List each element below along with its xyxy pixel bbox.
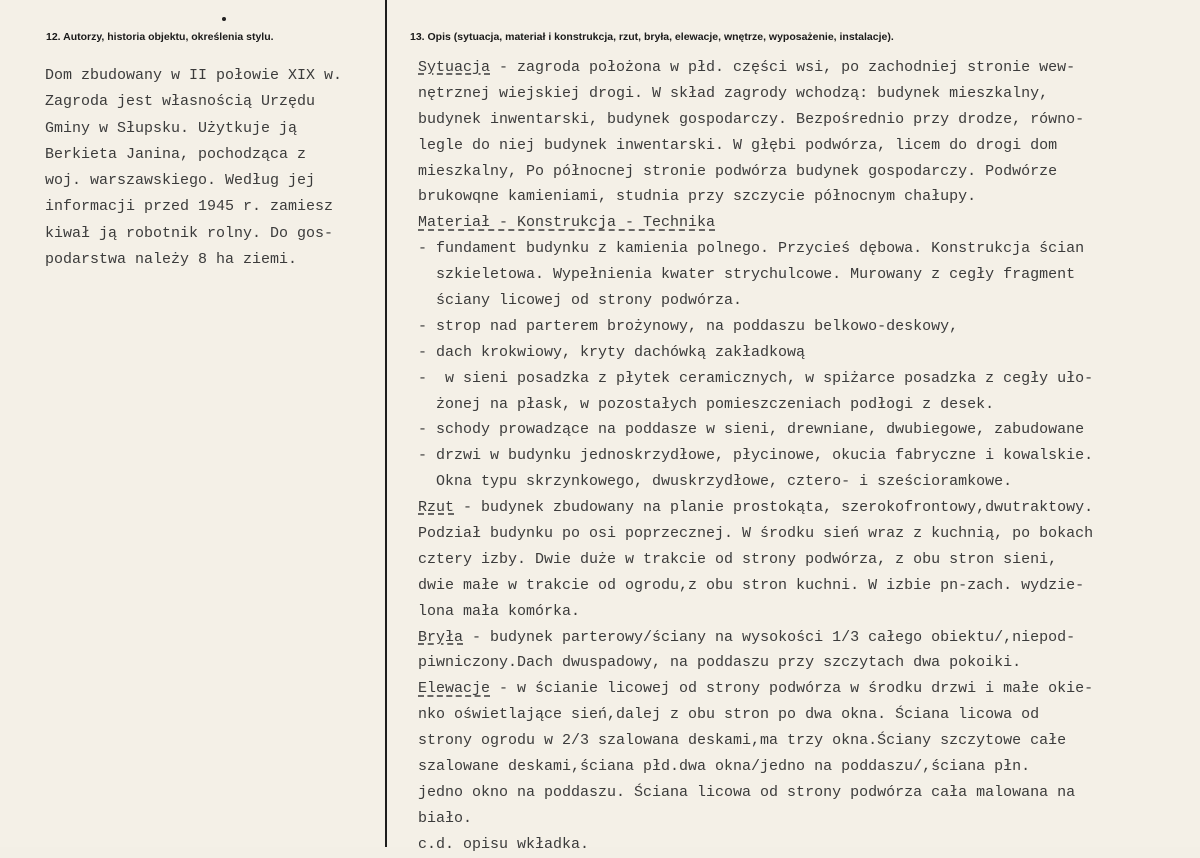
line-text: - drzwi w budynku jednoskrzydłowe, płycinowe, okucia fabryczne i kowalskie. [418, 447, 1094, 465]
line-text: ściany licowej od strony podwórza. [418, 292, 743, 310]
line-text: dwie małe w trakcie od ogrodu,z obu stron kuchni. W izbie pn-zach. wydzie- [418, 576, 1085, 594]
line-text: cztery izby. Dwie duże w trakcie od strony podwórza, z obu stron sieni, [418, 550, 1058, 568]
text-line [418, 262, 1093, 288]
line-text: - w sieni posadzka z płytek ceramicznych, w spiżarce posadzka z cegły uło- [418, 369, 1094, 387]
section-heading: Rzut [418, 499, 455, 517]
line-text: c.d. opisu wkładka. [418, 835, 590, 853]
text-line [418, 495, 1093, 521]
line-text: budynek inwentarski, budynek gospodarczy. Bezpośrednio przy drodze, równo- [418, 110, 1085, 128]
text-line [418, 210, 1093, 236]
text-line [418, 780, 1093, 806]
text-line [418, 443, 1093, 469]
line-text: lona mała komórka. [418, 602, 581, 620]
line-text: - w ścianie licowej od strony podwórza w środku drzwi i małe okie- [490, 680, 1094, 698]
description-text [418, 55, 1093, 858]
line-text: nko oświetlające sień,dalej z obu stron po dwa okna. Ściana licowa od [418, 706, 1040, 724]
text-line: Dom zbudowany w II połowie XIX w. [45, 67, 343, 84]
section-12-header: 12. Autorzy, historia objektu, określenia stylu. [46, 31, 274, 43]
text-line [418, 288, 1093, 314]
line-text: jedno okno na poddaszu. Ściana licowa od strony podwórza cała malowana na [418, 783, 1076, 801]
line-text: - fundament budynku z kamienia polnego. Przycieś dębowa. Konstrukcja ścian [418, 240, 1085, 258]
line-text: Podział budynku po osi poprzecznej. W środku sień wraz z kuchnią, po bokach [418, 525, 1094, 543]
text-line [418, 159, 1093, 185]
line-text: - budynek zbudowany na planie prostokąta, szerokofrontowy,dwutraktowy. [454, 499, 1094, 517]
text-line [418, 521, 1093, 547]
text-line [418, 184, 1093, 210]
text-line [418, 469, 1093, 495]
line-text: żonej na płask, w pozostałych pomieszczeniach podłogi z desek. [418, 395, 995, 413]
text-line [418, 314, 1093, 340]
text-line [418, 340, 1093, 366]
text-line: Gminy w Słupsku. Użytkuje ją [45, 119, 298, 137]
text-line [418, 625, 1093, 651]
line-text: brukowqne kamieniami, studnia przy szczycie północnym chałupy. [418, 188, 977, 206]
section-heading: Bryła [418, 628, 464, 646]
text-line [418, 81, 1093, 107]
line-text: strony ogrodu w 2/3 szalowana deskami,ma trzy okna.Ściany szczytowe całe [418, 732, 1067, 750]
text-line [418, 754, 1093, 780]
text-line: Zagroda jest własnością Urzędu [45, 93, 316, 111]
ink-dot [222, 17, 226, 21]
text-line: kiwał ją robotnik rolny. Do gos- [45, 224, 334, 242]
line-text: legle do niej budynek inwentarski. W głębi podwórza, licem do drogi dom [418, 136, 1058, 154]
text-line: informacji przed 1945 r. zamiesz [45, 198, 334, 216]
text-line [418, 392, 1093, 418]
text-line [418, 547, 1093, 573]
line-text: - budynek parterowy/ściany na wysokości 1/3 całego obiektu/,niepod- [463, 628, 1076, 646]
authors-history-text [45, 63, 342, 273]
text-line [418, 728, 1093, 754]
text-line: Berkieta Janina, pochodząca z [45, 145, 307, 163]
text-line [418, 702, 1093, 728]
text-line [418, 650, 1093, 676]
text-line [418, 832, 1093, 858]
line-text: - dach krokwiowy, kryty dachówką zakładkową [418, 343, 806, 361]
text-line [418, 107, 1093, 133]
text-line: woj. warszawskiego. Według jej [45, 172, 316, 190]
column-divider [385, 0, 387, 847]
line-text: - zagroda położona w płd. części wsi, po zachodniej stronie wew- [490, 59, 1076, 76]
text-line [418, 55, 1093, 81]
line-text: szalowane deskami,ściana płd.dwa okna/jedno na poddaszu/,ściana płn. [418, 758, 1031, 776]
text-line [418, 573, 1093, 599]
section-heading: Elewacje [418, 680, 491, 698]
text-line [418, 806, 1093, 832]
text-line [418, 133, 1093, 159]
text-line [418, 417, 1093, 443]
line-text: biało. [418, 809, 473, 827]
line-text: nętrznej wiejskiej drogi. W skład zagrody wchodzą: budynek mieszkalny, [418, 84, 1049, 102]
text-line: podarstwa należy 8 ha ziemi. [45, 251, 298, 269]
line-text: mieszkalny, Po północnej stronie podwórza budynek gospodarczy. Podwórze [418, 162, 1058, 180]
text-line [418, 236, 1093, 262]
text-line [418, 366, 1093, 392]
text-line [418, 599, 1093, 625]
line-text: - strop nad parterem brożynowy, na poddaszu belkowo-deskowy, [418, 317, 959, 335]
text-line [418, 676, 1093, 702]
section-13-header: 13. Opis (sytuacja, materiał i konstrukcja, rzut, bryła, elewacje, wnętrze, wyposażenie, instalacje). [410, 31, 894, 43]
line-text: piwniczony.Dach dwuspadowy, na poddaszu przy szczytach dwa pokoiki. [418, 654, 1022, 672]
section-heading: Materiał - Konstrukcja - Technika [418, 214, 716, 232]
section-heading: Sytuacja [418, 59, 491, 76]
line-text: szkieletowa. Wypełnienia kwater strychulcowe. Murowany z cegły fragment [418, 266, 1076, 284]
line-text: - schody prowadzące na poddasze w sieni, drewniane, dwubiegowe, zabudowane [418, 421, 1085, 439]
line-text: Okna typu skrzynkowego, dwuskrzydłowe, cztero- i sześcioramkowe. [418, 473, 1013, 491]
